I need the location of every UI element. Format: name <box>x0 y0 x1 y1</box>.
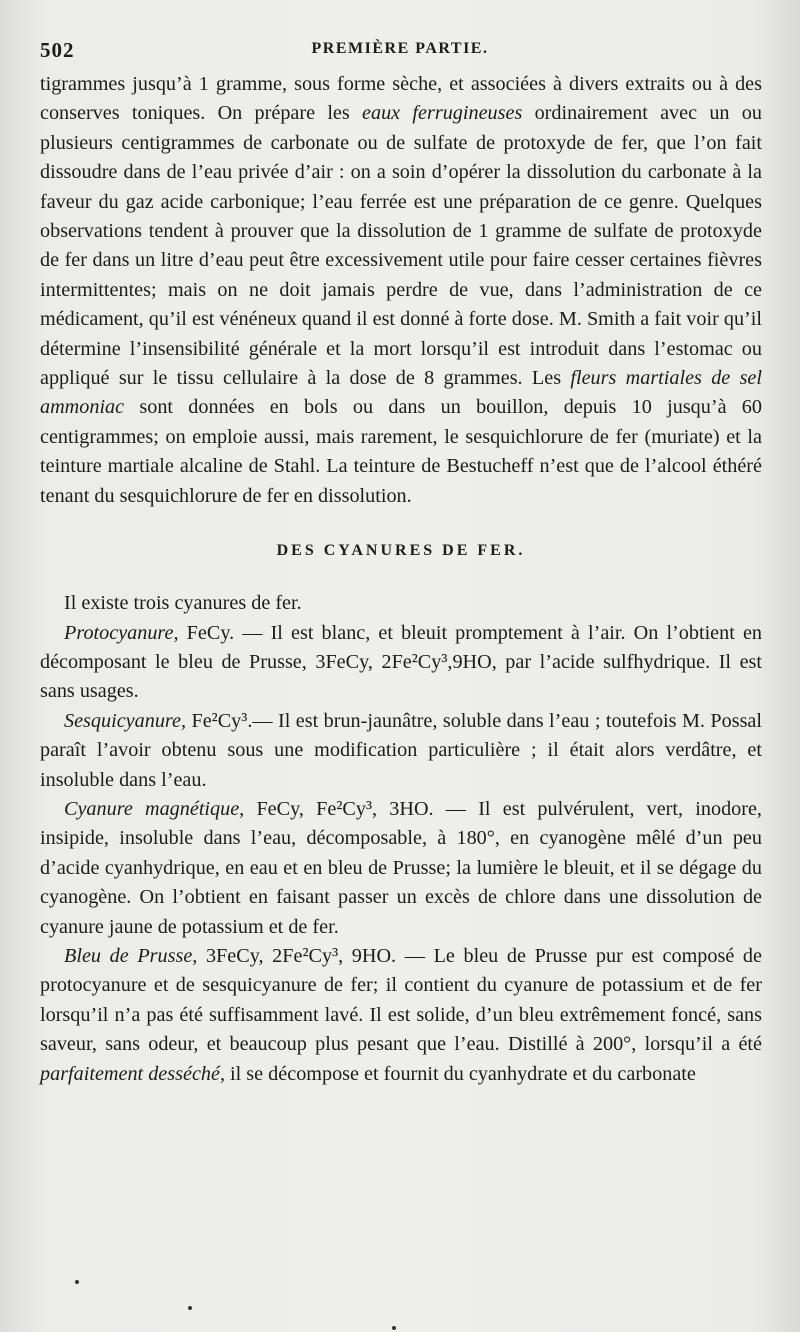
compound-name: Bleu de Prusse, <box>64 944 198 967</box>
running-title: PREMIÈRE PARTIE. <box>311 40 489 57</box>
compound-name: Cyanure magnétique, <box>64 797 245 820</box>
text-run: sont données en bols ou dans un bouillon, depuis 10 jusqu’à 60 centigrammes; on emploie aussi, mais rarement, le sesquichlorure de fer (muriate) et la teinture martiale alcaline de Stahl. La teinture de Bestucheff n’est que de l’alcool éthéré tenant du sesquichlorure de fer en dissolution. <box>40 396 762 507</box>
text-run: — Il est pulvérulent, vert, inodore, insipide, insoluble dans l’eau, décomposable, à 180°, en cyanogène mêlé d’un peu d’acide cyanhydrique, en eau et en bleu de Prusse; la lumière le bleuit, et il se dégage du cyanogène. On l’obtient en faisant passer un excès de chlore dans une dissolution de cyanure jaune de potassium et de fer. <box>40 797 762 938</box>
text-run: — Il est brun-jaunâtre, soluble dans l’eau ; toutefois M. Possal paraît l’avoir obtenu sous une modification particulière ; il était alors verdâtre, et insoluble dans l’eau. <box>40 709 762 791</box>
section-heading: DES CYANURES DE FER. <box>276 542 526 560</box>
compound-formula: Fe²Cy³. <box>186 709 253 732</box>
italic-term: parfaitement desséché, <box>40 1062 225 1085</box>
compound-formula: 3FeCy, 2Fe²Cy³, 9HO. <box>197 944 397 967</box>
compound-name: Sesquicyanure, <box>64 709 187 732</box>
ink-speck <box>188 1306 192 1310</box>
text-run: tigrammes jusqu’à 1 gramme, sous forme sèche, et associées à divers extraits ou à des conserves toniques. On prépare les <box>40 73 762 125</box>
page-header <box>40 38 760 68</box>
compound-name: Protocyanure, <box>64 621 179 644</box>
paragraph-bleu-de-prusse <box>40 942 762 1089</box>
page-body <box>40 70 762 1089</box>
paragraph-ferrugineux <box>40 70 762 511</box>
paragraph-sesquicyanure <box>40 707 762 795</box>
paragraph-intro: Il existe trois cyanures de fer. <box>64 592 302 615</box>
italic-term: fleurs martiales de sel ammoniac <box>40 367 762 419</box>
ink-speck <box>392 1326 396 1330</box>
compound-formula: FeCy, Fe²Cy³, 3HO. <box>244 797 434 820</box>
text-run: ordinairement avec un ou plusieurs centigrammes de carbonate ou de sulfate de protoxyde de fer, que l’on fait dissoudre dans de l’eau privée d’air : on a soin d’opérer la dissolution du carbonate à la faveur du gaz acide carbonique; l’eau ferrée est une préparation de ce genre. Quelques observations tendent à prouver que la dissolution de 1 gramme de sulfate de protoxyde de fer dans un litre d’eau peut être excessivement utile pour faire cesser certaines fièvres intermittentes; mais on ne doit jamais perdre de vue, dans l’administration de ce médicament, qu’il est vénéneux quand il est donné à forte dose. M. Smith a fait voir qu’il détermine l’insensibilité générale et la mort lorsqu’il est introduit dans l’estomac ou appliqué sur le tissu cellulaire à la dose de 8 grammes. Les <box>40 102 762 390</box>
ink-speck <box>75 1280 79 1284</box>
text-run: — Le bleu de Prusse pur est composé de protocyanure et de sesquicyanure de fer; il contient du cyanure de potassium et de fer lorsqu’il n’a pas été suffisamment lavé. Il est solide, d’un bleu extrêmement foncé, sans saveur, sans odeur, et beaucoup plus pesant que l’eau. Distillé à 200°, lorsqu’il a été <box>40 944 762 1056</box>
text-run: — Il est blanc, et bleuit promptement à l’air. On l’obtient en décomposant le bleu de Prusse, 3FeCy, 2Fe²Cy³,9HO, par l’acide sulfhydrique. Il est sans usages. <box>40 621 762 703</box>
paragraph-protocyanure <box>40 619 762 707</box>
page-number: 502 <box>40 38 75 62</box>
text-run: il se décompose et fournit du cyanhydrate et du carbonate <box>225 1062 696 1085</box>
compound-formula: FeCy. <box>178 621 235 644</box>
paragraph-cyanure-magnetique <box>40 795 762 942</box>
italic-term: eaux ferrugineuses <box>362 102 523 125</box>
